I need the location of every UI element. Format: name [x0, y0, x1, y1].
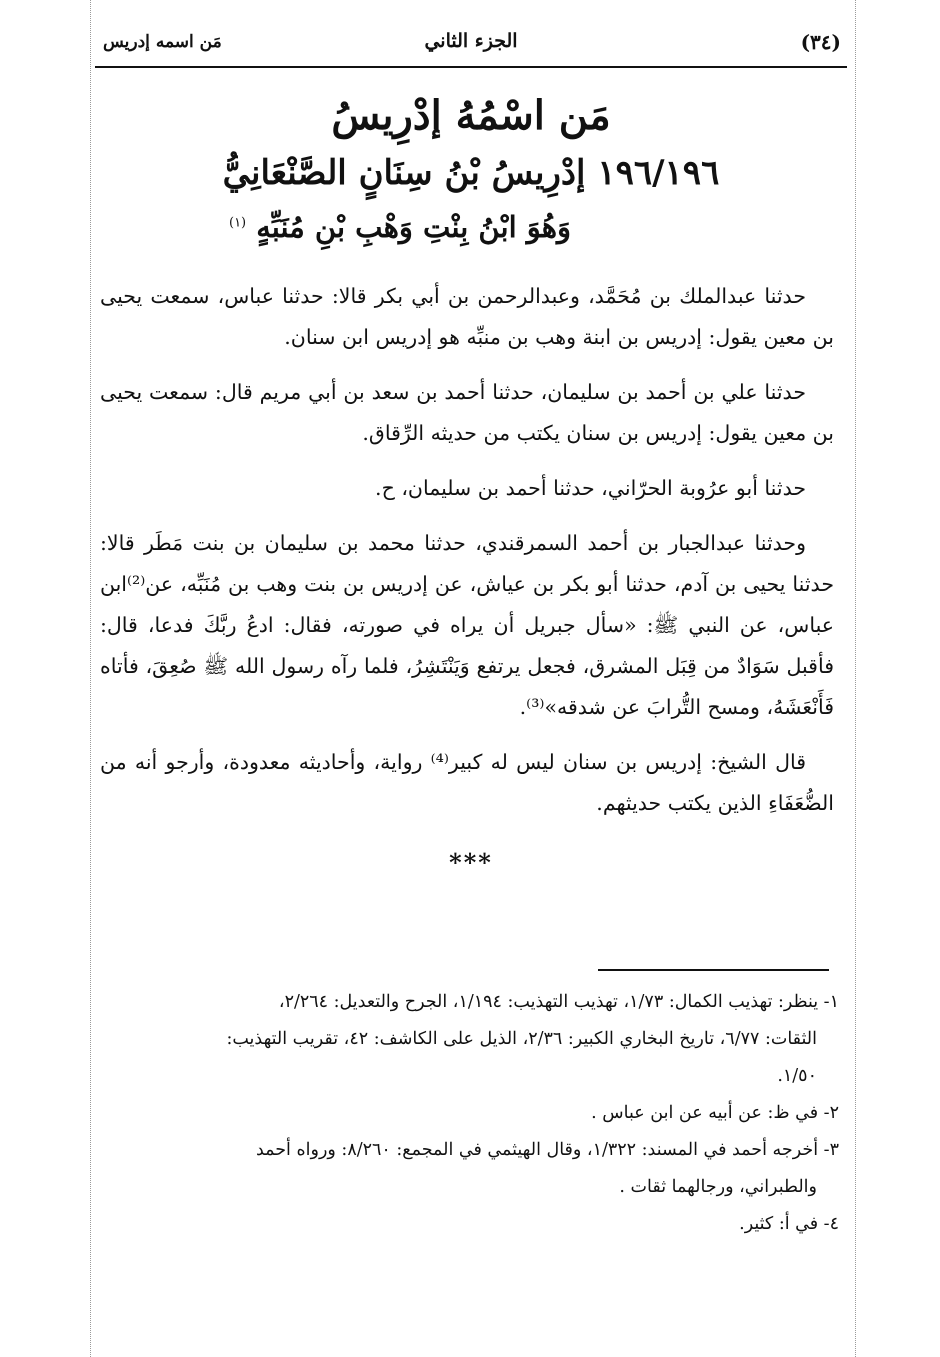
entry-subtitle [210, 210, 590, 244]
footnote-line: والطبراني، ورجالهما ثقات . [619, 1177, 817, 1197]
margin-line-right [855, 0, 856, 1357]
section-separator: *** [449, 848, 493, 877]
main-text [100, 276, 834, 838]
footnotes [95, 984, 839, 1243]
footnote-2 [95, 1095, 839, 1132]
footnote-1 [95, 984, 839, 1095]
entry-subtitle-text: وَهُوَ ابْنُ بِنْتِ وَهْبِ بْنِ مُنَبِّهٍ [256, 210, 572, 244]
footnote-line: الثقات: ٦/٧٧، تاريخ البخاري الكبير: ٢/٣٦، الذيل على الكاشف: ٤٢، تقريب التهذيب: [226, 1029, 817, 1049]
footnote-line: ١/٥٠. [777, 1066, 817, 1086]
running-head-section: مَن اسمه إدريس [103, 32, 222, 52]
footnote-ref-1: (١) [228, 215, 247, 231]
page-header [95, 26, 847, 62]
footnote-number: ٢- [823, 1103, 839, 1123]
footnote-line: في أ: كثير. [739, 1214, 819, 1234]
footnote-number: ١- [823, 992, 839, 1012]
footnote-3 [95, 1132, 839, 1206]
margin-line-left [90, 0, 91, 1357]
footnote-line: في ظ: عن أبيه عن ابن عباس . [591, 1103, 819, 1123]
entry-title: ١٩٦/١٩٦ إدْرِيسُ بْنُ سِنَانٍ الصَّنْعَانِيُّ [222, 153, 720, 193]
section-title: مَن اسْمُهُ إدْرِيسُ [331, 92, 611, 139]
footnote-line: ينظر: تهذيب الكمال: ١/٧٣، تهذيب التهذيب: ١/١٩٤، الجرح والتعديل: ٢/٢٦٤، [278, 992, 819, 1012]
footnote-number: ٣- [823, 1140, 839, 1160]
paragraph: حدثنا أبو عرُوبة الحرّاني، حدثنا أحمد بن سليمان، ح. [375, 476, 806, 500]
footnote-line: أخرجه أحمد في المسند: ١/٣٢٢، وقال الهيثمي في المجمع: ٨/٢٦٠: ورواه أحمد [255, 1140, 819, 1160]
footnote-rule [598, 969, 829, 971]
page-number: (٣٤) [800, 30, 841, 54]
header-rule [95, 66, 847, 68]
paragraph: قال الشيخ: إدريس بن سنان ليس له كبير⁽⁴⁾ رواية، وأحاديثه معدودة، وأرجو أنه من الضُّعَفَاءِ الذين يكتب حديثهم. [100, 750, 834, 815]
footnote-4 [95, 1206, 839, 1243]
paragraph: وحدثنا عبدالجبار بن أحمد السمرقندي، حدثنا محمد بن سليمان بن بنت مَطَر قالا: حدثنا يحيى بن آدم، حدثنا أبو بكر بن عياش، عن إدريس بن بنت وهب بن مُنَبِّه، عن⁽²⁾ابن عباس، عن النبي ﷺ: «سأل جبريل أن يراه في صورته، فقال: ادعُ ربَّكَ فدعا، قال: فأقبل سَوَادٌ من قِبَل المشرق، فجعل يرتفع وَيَنْتَشِرُ، فلما رآه رسول الله ﷺ صُعِقَ، فأتاه فَأَنْعَشَهُ، ومسح التُّرابَ عن شدقه»⁽³⁾. [100, 531, 834, 719]
footnote-number: ٤- [823, 1214, 839, 1234]
paragraph: حدثنا علي بن أحمد بن سليمان، حدثنا أحمد بن سعد بن أبي مريم قال: سمعت يحيى بن معين يقول: إدريس بن سنان يكتب من حديثه الرِّقاق. [100, 380, 834, 445]
running-head-volume: الجزء الثاني [424, 30, 518, 52]
paragraph: حدثنا عبدالملك بن مُحَمَّد، وعبدالرحمن بن أبي بكر قالا: حدثنا عباس، سمعت يحيى بن معين يقول: إدريس بن ابنة وهب بن منبِّه هو إدريس ابن سنان. [100, 284, 834, 349]
